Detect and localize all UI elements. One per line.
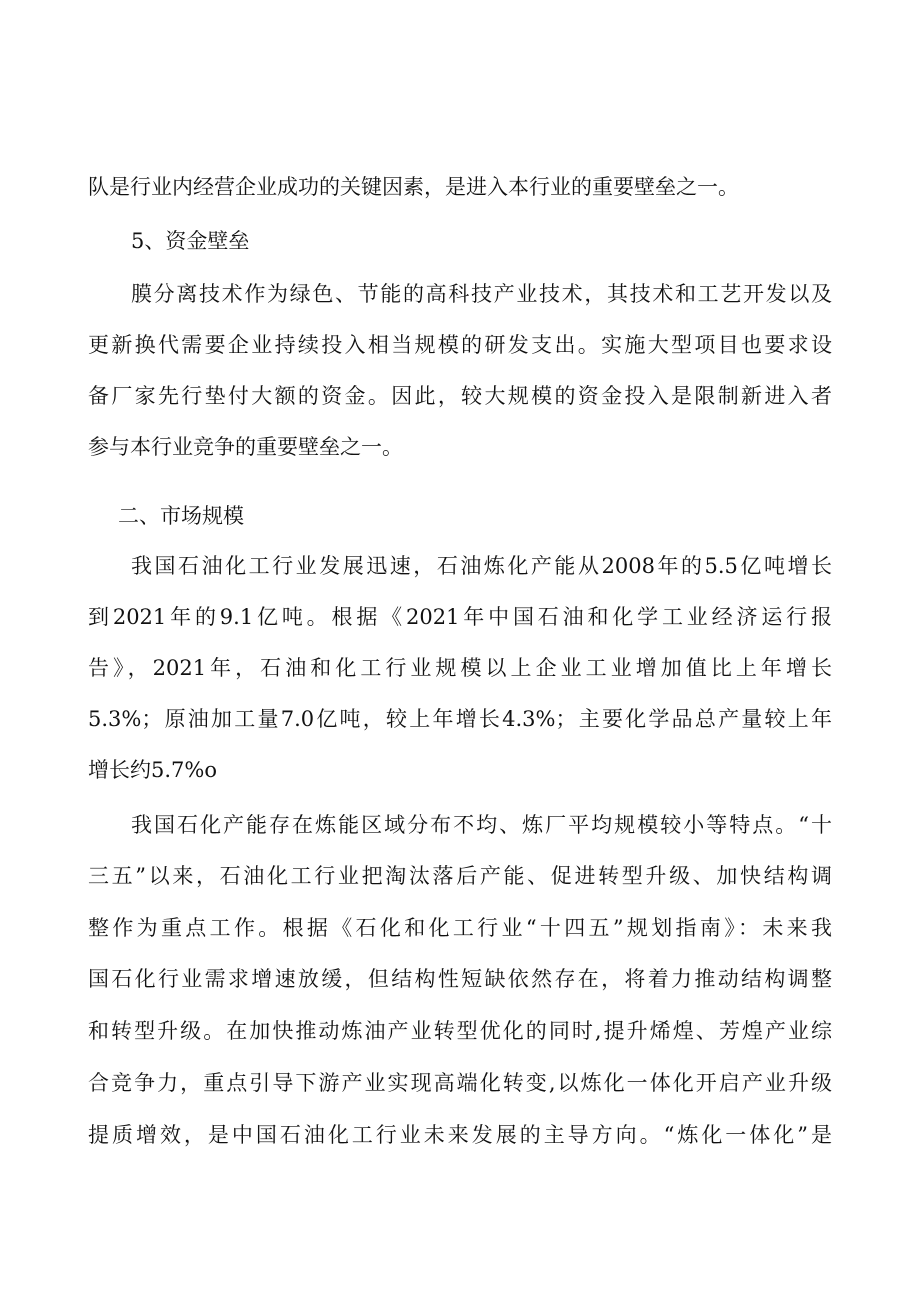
paragraph-line: 队是行业内经营企业成功的关键因素，是进入本行业的重要壁垒之一。 xyxy=(88,175,739,199)
paragraph-line: 更新换代需要企业持续投入相当规模的研发支出。实施大型项目也要求设 xyxy=(88,333,832,357)
paragraph-line: 告》，2021年，石油和化工行业规模以上企业工业增加值比上年增长 xyxy=(88,656,832,680)
paragraph-line: 国石化行业需求增速放缓，但结构性短缺依然存在，将着力推动结构调整 xyxy=(88,967,832,991)
paragraph-line: 5.3%；原油加工量7.0亿吨，较上年增长4.3%；主要化学品总产量较上年 xyxy=(88,707,832,731)
paragraph-line: 到2021年的9.1亿吨。根据《2021年中国石油和化学工业经济运行报 xyxy=(88,605,832,629)
paragraph-line: 整作为重点工作。根据《石化和化工行业“十四五”规划指南》：未来我 xyxy=(88,916,832,940)
paragraph-line: 我国石油化工行业发展迅速，石油炼化产能从2008年的5.5亿吨增长 xyxy=(131,554,832,578)
section-heading: 二、市场规模 xyxy=(118,504,244,528)
paragraph-line: 备厂家先行垫付大额的资金。因此，较大规模的资金投入是限制新进入者 xyxy=(88,384,832,408)
paragraph-line: 参与本行业竞争的重要壁垒之一。 xyxy=(88,435,403,459)
paragraph-line: 膜分离技术作为绿色、节能的高科技产业技术，其技术和工艺开发以及 xyxy=(131,282,832,306)
paragraph-line: 三五”以来，石油化工行业把淘汰落后产能、促进转型升级、加快结构调 xyxy=(88,864,832,888)
paragraph-line: 和转型升级。在加快推动炼油产业转型优化的同时,提升烯煌、芳煌产业综 xyxy=(88,1019,832,1043)
paragraph-line: 合竞争力，重点引导下游产业实现高端化转变,以炼化一体化开启产业升级 xyxy=(88,1071,832,1095)
paragraph-line: 提质增效，是中国石油化工行业未来发展的主导方向。“炼化一体化”是 xyxy=(88,1123,832,1147)
paragraph-line: 增长约5.7%o xyxy=(88,758,217,782)
paragraph-line: 我国石化产能存在炼能区域分布不均、炼厂平均规模较小等特点。“十 xyxy=(131,813,832,837)
section-heading: 5、资金壁垒 xyxy=(131,229,250,253)
